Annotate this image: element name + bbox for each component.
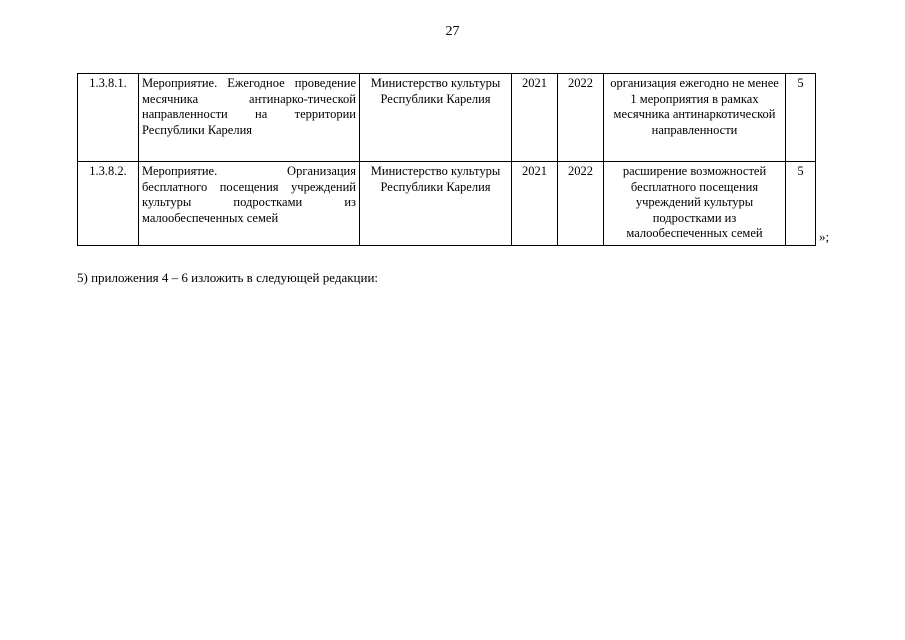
measure-description: Мероприятие. Организация бесплатного посещения учреждений культуры подростками из малообеспеченных семей [139, 162, 360, 246]
page-number: 27 [445, 24, 460, 39]
measures-table [77, 73, 816, 246]
end-year: 2022 [558, 162, 604, 246]
row-number: 1.3.8.1. [78, 74, 139, 162]
executor: Министерство культуры Республики Карелия [360, 162, 512, 246]
expected-result: организация ежегодно не менее 1 мероприятия в рамках месячника антинаркотической направленности [604, 74, 786, 162]
start-year: 2021 [512, 162, 558, 246]
start-year: 2021 [512, 74, 558, 162]
row-number: 1.3.8.2. [78, 162, 139, 246]
table-row [78, 162, 816, 246]
end-year: 2022 [558, 74, 604, 162]
table-row [78, 74, 816, 162]
expected-result: расширение возможностей бесплатного посещения учреждений культуры подростками из малообеспеченных семей [604, 162, 786, 246]
measure-description: Мероприятие. Ежегодное проведение месячника антинарко-тической направленности на территории Республики Карелия [139, 74, 360, 162]
executor: Министерство культуры Республики Карелия [360, 74, 512, 162]
task-number: 5 [786, 162, 816, 246]
amendment-note: 5) приложения 4 – 6 изложить в следующей редакции: [77, 270, 379, 285]
task-number: 5 [786, 74, 816, 162]
closing-quote: »; [819, 229, 830, 244]
